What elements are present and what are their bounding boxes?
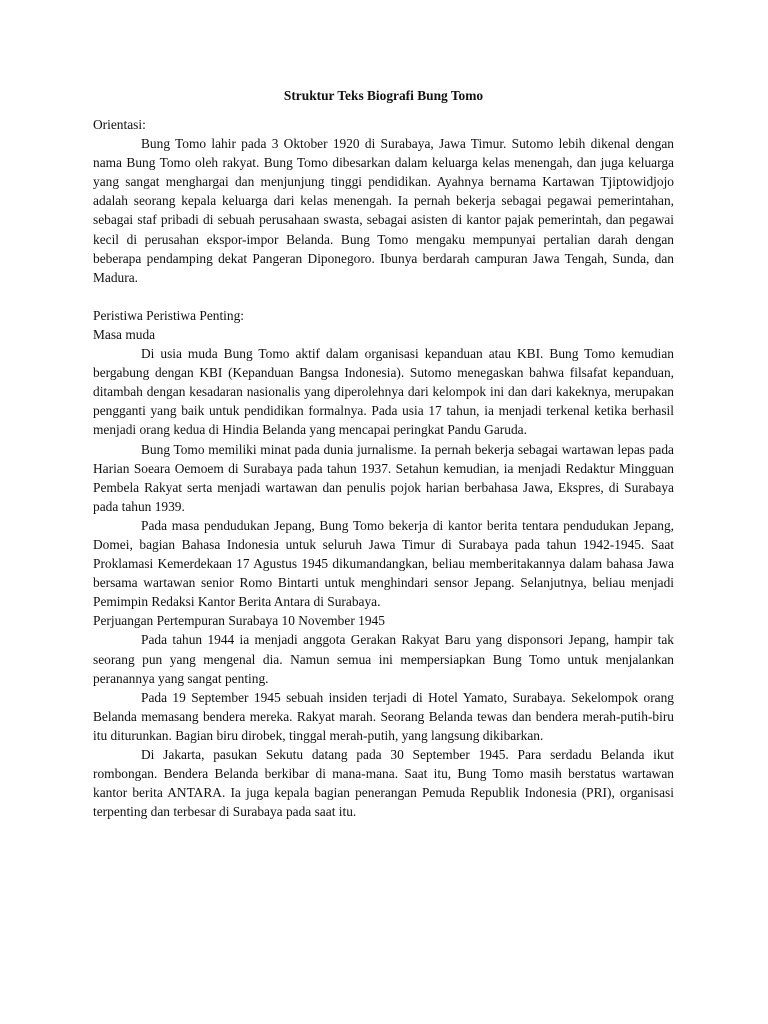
section-label-events: Peristiwa Peristiwa Penting: [93,307,245,323]
section-spacer [93,287,674,306]
document-page [93,86,674,821]
document-title: Struktur Teks Biografi Bung Tomo [283,88,484,103]
paragraph-battle-2: Pada 19 September 1945 sebuah insiden terjadi di Hotel Yamato, Surabaya. Sekelompok orang Belanda memasang bendera mereka. Rakyat marah. Seorang Belanda tewas dan bendera merah-putih-biru itu diturunkan. Bagian biru dirobek, tinggal merah-putih, yang langsung dikibarkan. [93,689,674,743]
paragraph-youth-3: Pada masa pendudukan Jepang, Bung Tomo bekerja di kantor berita tentara pendudukan Jepang, Domei, bagian Bahasa Indonesia untuk seluruh Jawa Timur di Surabaya pada tahun 1942-1945. Saat Proklamasi Kemerdekaan 17 Agustus 1945 dikumandangkan, beliau memberitakannya dalam bahasa Jawa bersama wartawan senior Romo Bintarti untuk menghindari sensor Jepang. Selanjutnya, beliau menjadi Pemimpin Redaksi Kantor Berita Antara di Surabaya. [93,517,674,610]
paragraph-battle-3: Di Jakarta, pasukan Sekutu datang pada 30 September 1945. Para serdadu Belanda ikut rombongan. Bendera Belanda berkibar di mana-mana. Saat itu, Bung Tomo masih berstatus wartawan kantor berita ANTARA. Ia juga kepala bagian penerangan Pemuda Republik Indonesia (PRI), organisasi terpenting dan terbesar di Surabaya pada saat itu. [93,747,674,820]
paragraph-battle-1: Pada tahun 1944 ia menjadi anggota Gerakan Rakyat Baru yang disponsori Jepang, hampir tak seorang pun yang mengenal dia. Namun semua ini mempersiapkan Bung Tomo untuk menjalankan peranannya yang sangat penting. [93,632,674,686]
paragraph-youth-1: Di usia muda Bung Tomo aktif dalam organisasi kepanduan atau KBI. Bung Tomo kemudian bergabung dengan KBI (Kepanduan Bangsa Indonesia). Sutomo menegaskan bahwa filsafat kepanduan, ditambah dengan kesadaran nasionalis yang diperolehnya dari kelompok ini dan dari kakeknya, merupakan pengganti yang baik untuk pendidikan formalnya. Pada usia 17 tahun, ia menjadi terkenal ketika berhasil menjadi orang kedua di Hindia Belanda yang mencapai peringkat Pandu Garuda. [93,346,674,438]
paragraph-orientation: Bung Tomo lahir pada 3 Oktober 1920 di Surabaya, Jawa Timur. Sutomo lebih dikenal dengan nama Bung Tomo oleh rakyat. Bung Tomo dibesarkan dalam keluarga kelas menengah, dan juga keluarga yang sangat menghargai dan menjunjung tinggi pendidikan. Ayahnya bernama Kartawan Tjiptowidjojo adalah seorang kepala keluarga dari kelas menengah. Ia pernah bekerja sebagai pegawai pemerintahan, sebagai staf pribadi di sebuah perusahaan swasta, sebagai asisten di kantor pajak pemerintah, dan pegawai kecil di perusahan ekspor-impor Belanda. Bung Tomo mengaku mempunyai pertalian darah dengan beberapa pendamping dekat Pangeran Diponegoro. Ibunya berdarah campuran Jawa Tengah, Sunda, dan Madura. [93,136,674,285]
subsection-label-battle: Perjuangan Pertempuran Surabaya 10 November 1945 [93,613,385,629]
paragraph-youth-2: Bung Tomo memiliki minat pada dunia jurnalisme. Ia pernah bekerja sebagai wartawan lepas pada Harian Soeara Oemoem di Surabaya pada tahun 1937. Setahun kemudian, ia menjadi Redaktur Mingguan Pembela Rakyat serta menjadi wartawan dan penulis pojok harian berbahasa Jawa, Ekspres, di Surabaya pada tahun 1939. [93,441,674,514]
section-label-orientation: Orientasi: [93,117,146,132]
subsection-label-youth: Masa muda [93,326,156,342]
